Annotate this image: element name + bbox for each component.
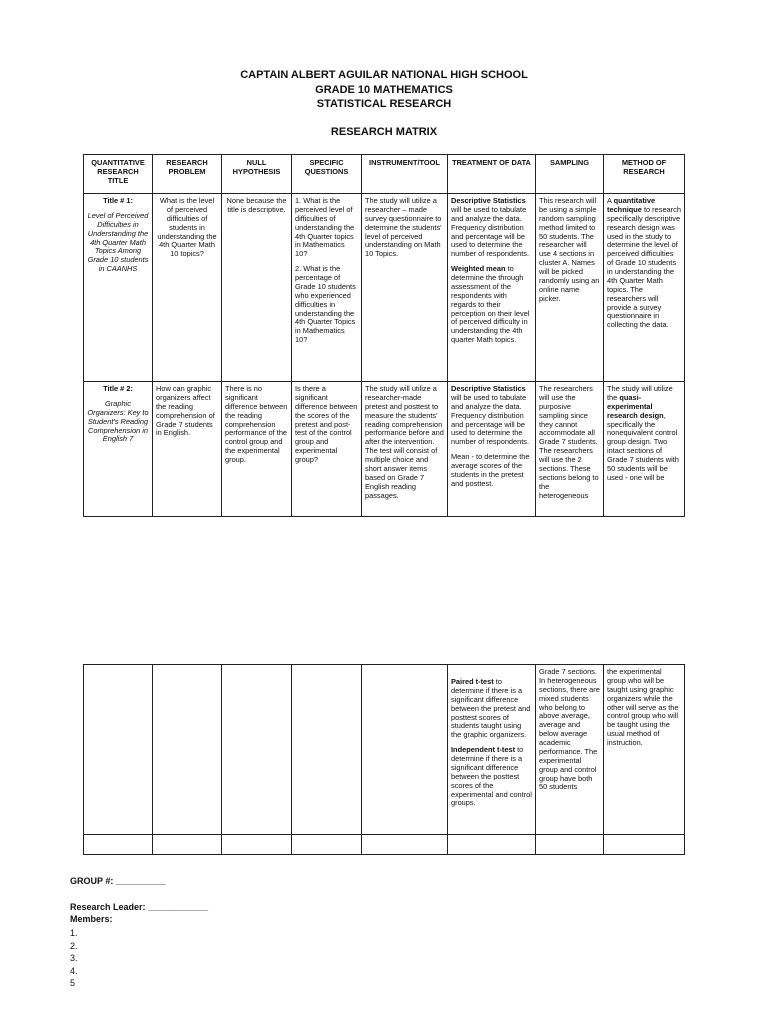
row1-method — [604, 194, 685, 382]
member-3: 3. — [70, 953, 78, 963]
group-field: GROUP #: __________ — [70, 876, 166, 886]
col-header-method: METHOD OF RESEARCH — [604, 155, 685, 194]
matrix-title: RESEARCH MATRIX — [330, 126, 438, 138]
empty-cell — [536, 835, 604, 855]
row1-question-1: 1. What is the perceived level of difficulties of understanding the 4th Quarter topics in Mathematics 10? — [295, 196, 355, 259]
row2-title-cell — [84, 382, 153, 517]
cont-empty-cell — [222, 665, 292, 835]
row1-treat2-bold: Weighted mean — [451, 264, 506, 274]
col-header-sampling: SAMPLING — [536, 155, 604, 194]
research-matrix-table — [83, 154, 685, 517]
row1-title-label: Title # 1: — [103, 196, 133, 205]
member-1: 1. — [70, 928, 78, 938]
row2-problem: How can graphic organizers affect the reading comprehension of Grade 7 students in English. — [153, 382, 222, 517]
col-header-questions: SPECIFIC QUESTIONS — [292, 155, 362, 194]
row1-title-cell — [84, 194, 153, 382]
row2-method-pre: The study will utilize the — [607, 384, 673, 402]
cont-treat1-bold: Paired t-test — [451, 677, 494, 686]
empty-cell — [84, 835, 153, 855]
row1-method-bold: quantitative technique — [607, 196, 656, 214]
row1-instrument: The study will utilize a researcher – made survey questionnaire to determine the students' level of perceived understanding on Math 10 Topics. — [362, 194, 448, 382]
row1-sampling: This research will be using a simple random sampling method limited to 50 students. The researcher will use 4 sections in cluster A. Names will be picked randomly using an online name picker. — [536, 194, 604, 382]
row2-title-label: Title # 2: — [103, 384, 133, 393]
empty-cell — [604, 835, 685, 855]
row1-hypothesis: None because the title is descriptive. — [222, 194, 292, 382]
members-label: Members: — [70, 914, 113, 924]
header-row — [84, 155, 685, 194]
col-header-instrument: INSTRUMENT/TOOL — [362, 155, 448, 194]
member-2: 2. — [70, 941, 78, 951]
empty-cell — [448, 835, 536, 855]
continuation-table — [83, 664, 685, 855]
row2-treatment — [448, 382, 536, 517]
cont-empty-cell — [292, 665, 362, 835]
row1-questions — [292, 194, 362, 382]
empty-cell — [292, 835, 362, 855]
empty-cell — [222, 835, 292, 855]
row1-question-2: 2. What is the percentage of Grade 10 students who experienced difficulties in understanding the 4th Quarter Topics in Mathematics 10? — [295, 264, 356, 345]
school-name: CAPTAIN ALBERT AGUILAR NATIONAL HIGH SCHOOL — [240, 69, 528, 81]
empty-cell — [362, 835, 448, 855]
empty-cell — [153, 835, 222, 855]
member-5: 5 — [70, 978, 76, 988]
cont-sampling: Grade 7 sections. In heterogeneous sections, there are mixed students who belong to above average, average and below average academic performance. The experimental group and control group have both 50 students — [536, 665, 604, 835]
cont-treat1-text: to determine if there is a significant difference between the pretest and posttest scores of students taught using the graphic organizers. — [451, 677, 531, 740]
row2-title-text: Graphic Organizers: Key to Student's Reading Comprehension in English 7 — [87, 398, 149, 444]
cont-empty-cell — [362, 665, 448, 835]
cont-treatment — [448, 665, 536, 835]
row2-method — [604, 382, 685, 517]
row2-hypothesis: There is no significant difference between the reading comprehension performance of the control group and the experimental group. — [222, 382, 292, 517]
col-header-title: QUANTITATIVE RESEARCH TITLE — [84, 155, 153, 194]
col-header-treatment: TREATMENT OF DATA — [448, 155, 536, 194]
col-header-problem: RESEARCH PROBLEM — [153, 155, 222, 194]
row1-treatment — [448, 194, 536, 382]
row1-method-a: A — [607, 196, 614, 205]
row2-method-bold: quasi-experimental research design — [607, 392, 664, 420]
cont-empty-cell — [84, 665, 153, 835]
research-leader-field: Research Leader: ____________ — [70, 902, 209, 912]
grade-title: GRADE 10 MATHEMATICS — [315, 84, 453, 96]
row2-question: Is there a significant difference between the scores of the pretest and post-test of the control group and experimental group? — [292, 382, 362, 517]
table-row — [84, 835, 685, 855]
row1-method-text: to research specifically descriptive research design was used in the study to determine the level of perceived difficulties of Grade 10 students in understanding the 4th Quarter Math topics. The researchers will provide a survey questionnaire in collecting the data. — [607, 204, 681, 330]
cont-treat2-text: to determine if there is a significant difference between the posttest scores of the experimental and control groups. — [451, 745, 532, 808]
row1-problem: What is the level of perceived difficulties of students in understanding the 4th Quarter Math 10 topics? — [153, 194, 222, 382]
subject-title: STATISTICAL RESEARCH — [316, 98, 452, 110]
cont-method: the experimental group who will be taught using graphic organizers while the other will serve as the control group who will be taught using the usual method of instruction. — [604, 665, 685, 835]
col-header-hypothesis: NULL HYPOTHESIS — [222, 155, 292, 194]
row1-title-text: Level of Perceived Difficulties in Understanding the 4th Quarter Math Topics Among Grade 10 students in CAANHS — [87, 210, 149, 274]
row2-treat1-bold: Descriptive Statistics — [451, 384, 526, 393]
row1-treat1-text: will be used to tabulate and analyze the data. Frequency distribution and percentage will be used to determine the number of respondents. — [451, 204, 530, 259]
cont-treat2-bold: Independent t-test — [451, 745, 516, 755]
row2-treat1-text: will be used to tabulate and analyze the data. Frequency distribution and percentage will be used to determine the number of respondents. — [451, 392, 530, 447]
row1-treat1-bold: Descriptive Statistics — [451, 196, 526, 205]
table-row — [84, 382, 685, 517]
member-4: 4. — [70, 966, 78, 976]
cont-empty-cell — [153, 665, 222, 835]
table-row — [84, 194, 685, 382]
row2-instrument: The study will utilize a researcher-made pretest and posttest to measure the students' reading comprehension performance before and after the intervention. The test will consist of multiple choice and short answer items based on Grade 7 English reading passages. — [362, 382, 448, 517]
row2-sampling: The researchers will use the purposive sampling since they cannot accommodate all Grade 7 students. The researchers will use the 2 sections. These sections belong to the heterogeneous — [536, 382, 604, 517]
table-row — [84, 665, 685, 835]
row1-treat2-text: to determine the through assessment of the respondents with regards to their perception on their level of perceived difficulty in understanding the 4th quarter Math topics. — [451, 264, 530, 345]
row2-method-text: , specifically the nonequivalent control group design. Two intact sections of Grade 7 students with 50 students will be used - one will be — [607, 410, 679, 482]
row2-treat2: Mean - to determine the average scores of the students in the pretest and posttest. — [451, 452, 530, 488]
